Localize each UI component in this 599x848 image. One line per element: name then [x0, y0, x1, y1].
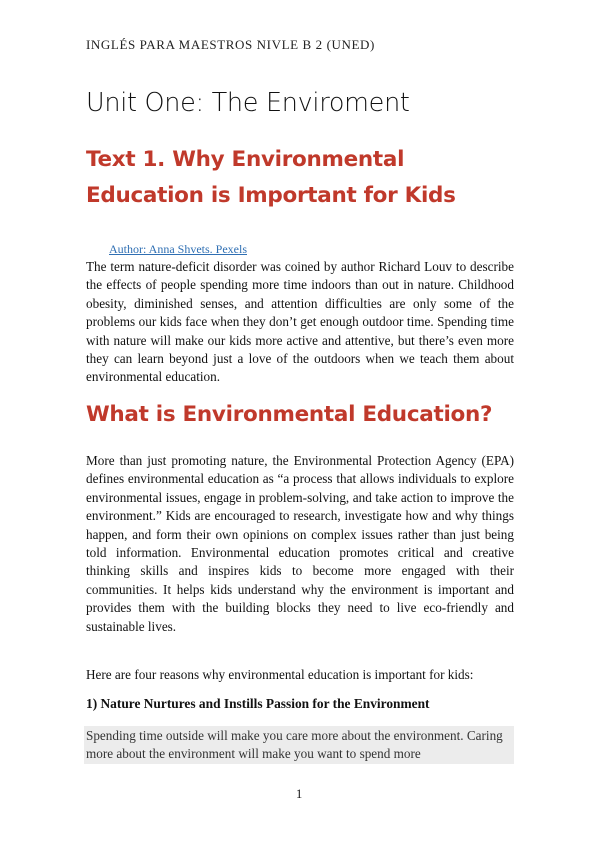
paragraph-definition: More than just promoting nature, the Environmental Protection Agency (EPA) defines environmental education as “a process that allows individuals to explore environmental issues, engage in problem-solving, and take action to improve the environment.” Kids are encouraged to research, investigate how and why things happen, and form their own opinions on complex issues rather than just being told information. Environmental education promotes critical and creative thinking skills and inspires kids to become more engaged with their communities. It helps kids understand why the environment is important and provides them with the building blocks they need to live eco-friendly and sustainable lives. [86, 453, 514, 634]
paragraph-reasons-intro: Here are four reasons why environmental education is important for kids: [86, 667, 474, 682]
text-title: Text 1. Why Environmental Education is Important for Kids [86, 147, 456, 208]
paragraph-intro: The term nature-deficit disorder was coined by author Richard Louv to describe the effects of people spending more time indoors than out in nature. Childhood obesity, diminished senses, and attention difficulties are only some of the problems our kids face when they don’t get enough outdoor time. Spending time with nature will make our kids more active and attentive, but there’s even more they can learn beyond just a love of the outdoors when we teach them about environmental education. [86, 259, 514, 385]
running-header: INGLÉS PARA MAESTROS NIVLE B 2 (UNED) [86, 37, 375, 52]
page-number: 1 [296, 787, 303, 801]
section-heading: What is Environmental Education? [86, 402, 493, 427]
unit-title: Unit One: The Enviroment [86, 88, 410, 118]
subheading-reason-1: 1) Nature Nurtures and Instills Passion for the Environment [86, 696, 430, 711]
author-link[interactable]: Author: Anna Shvets. Pexels [109, 242, 247, 256]
paragraph-highlighted: Spending time outside will make you care more about the environment. Caring more about the environment will make you want to spend more [86, 728, 503, 762]
